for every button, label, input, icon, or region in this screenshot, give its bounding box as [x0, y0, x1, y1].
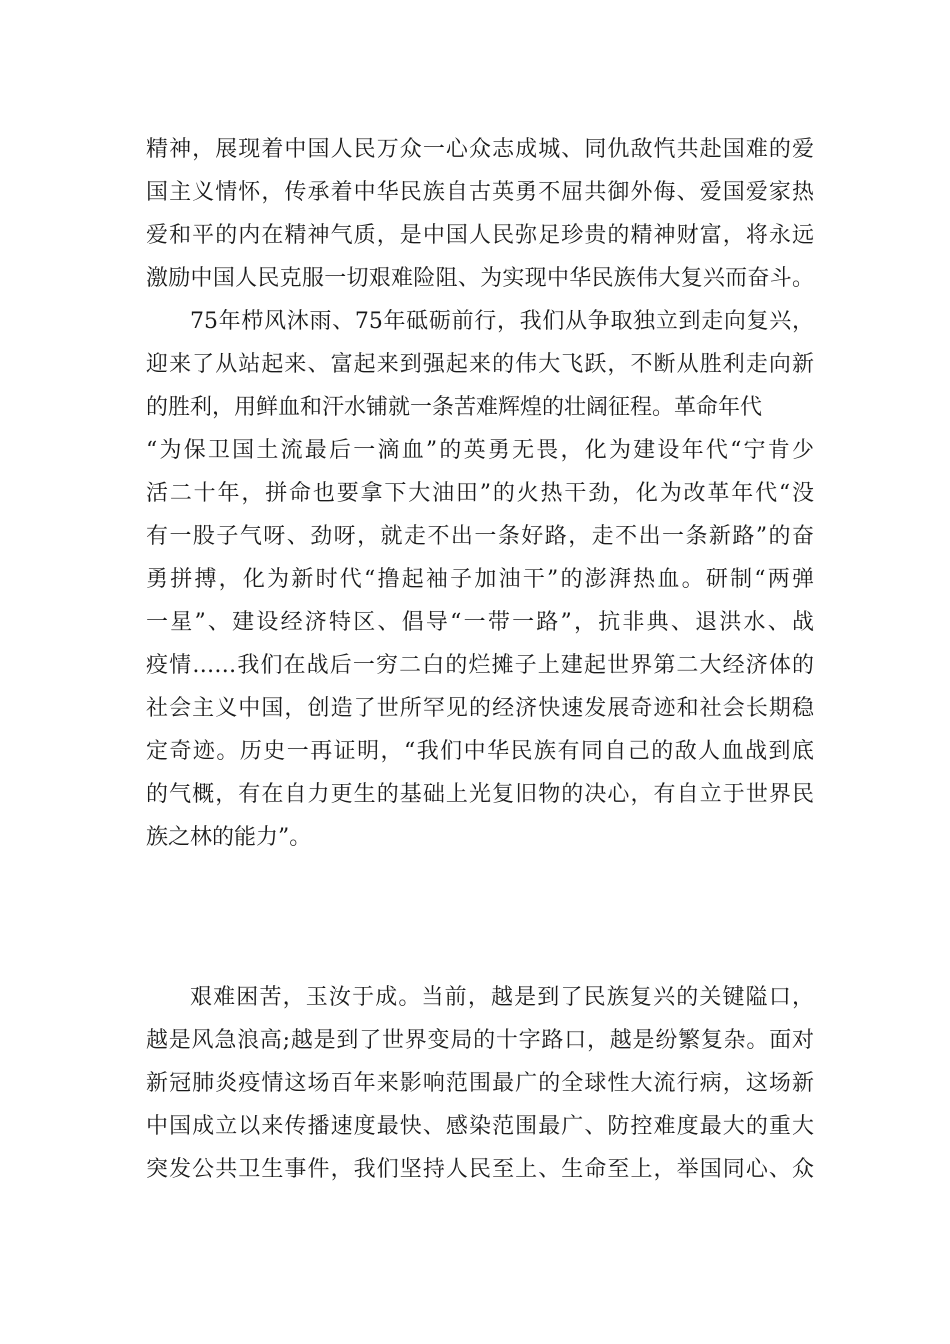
- text-line: 精神，展现着中国人民万众一心众志成城、同仇敌忾共赴国难的爱: [146, 137, 814, 162]
- text-line: 族之林的能力”。: [146, 825, 312, 850]
- text-line: 有一股子气呀、劲呀，就走不出一条好路，走不出一条新路”的奋: [146, 524, 814, 549]
- text-line: 社会主义中国，创造了世所罕见的经济快速发展奇迹和社会长期稳: [146, 696, 814, 721]
- text-line: 越是风急浪高;越是到了世界变局的十字路口，越是纷繁复杂。面对: [146, 1028, 814, 1053]
- paragraph-1: [146, 128, 814, 300]
- text-line: 艰难困苦，玉汝于成。当前，越是到了民族复兴的关键隘口，: [190, 985, 814, 1010]
- text-line: 活二十年，拼命也要拿下大油田”的火热干劲，化为改革年代“没: [146, 481, 814, 506]
- text-line: 定奇迹。历史一再证明，“我们中华民族有同自己的敌人血战到底: [146, 739, 814, 764]
- text-line: 中国成立以来传播速度最快、感染范围最广、防控难度最大的重大: [146, 1114, 814, 1139]
- text-line: “为保卫国土流最后一滴血”的英勇无畏，化为建设年代“宁肯少: [146, 438, 814, 463]
- text-line: 突发公共卫生事件，我们坚持人民至上、生命至上，举国同心、众: [146, 1157, 814, 1182]
- text-line: 疫情……我们在战后一穷二白的烂摊子上建起世界第二大经济体的: [146, 653, 814, 678]
- text-line: 国主义情怀，传承着中华民族自古英勇不屈共御外侮、爱国爱家热: [146, 180, 814, 205]
- text-line: 的气概，有在自力更生的基础上光复旧物的决心，有自立于世界民: [146, 782, 814, 807]
- text-line: 迎来了从站起来、富起来到强起来的伟大飞跃，不断从胜利走向新: [146, 352, 814, 377]
- paragraph-3: [146, 976, 814, 1191]
- text-line: 爱和平的内在精神气质，是中国人民弥足珍贵的精神财富，将永远: [146, 223, 814, 248]
- text-line: 激励中国人民克服一切艰难险阻、为实现中华民族伟大复兴而奋斗。: [146, 266, 814, 291]
- text-line: 的胜利，用鲜血和汗水铺就一条苦难辉煌的壮阔征程。革命年代: [146, 395, 763, 420]
- text-line: 新冠肺炎疫情这场百年来影响范围最广的全球性大流行病，这场新: [146, 1071, 814, 1096]
- paragraph-2: [146, 300, 814, 859]
- text-line: 勇拼搏，化为新时代“撸起袖子加油干”的澎湃热血。研制“两弹: [146, 567, 814, 592]
- text-line: 一星”、建设经济特区、倡导“一带一路”，抗非典、退洪水、战: [146, 610, 814, 635]
- text-line: 75年栉风沐雨、75年砥砺前行，我们从争取独立到走向复兴，: [190, 309, 814, 334]
